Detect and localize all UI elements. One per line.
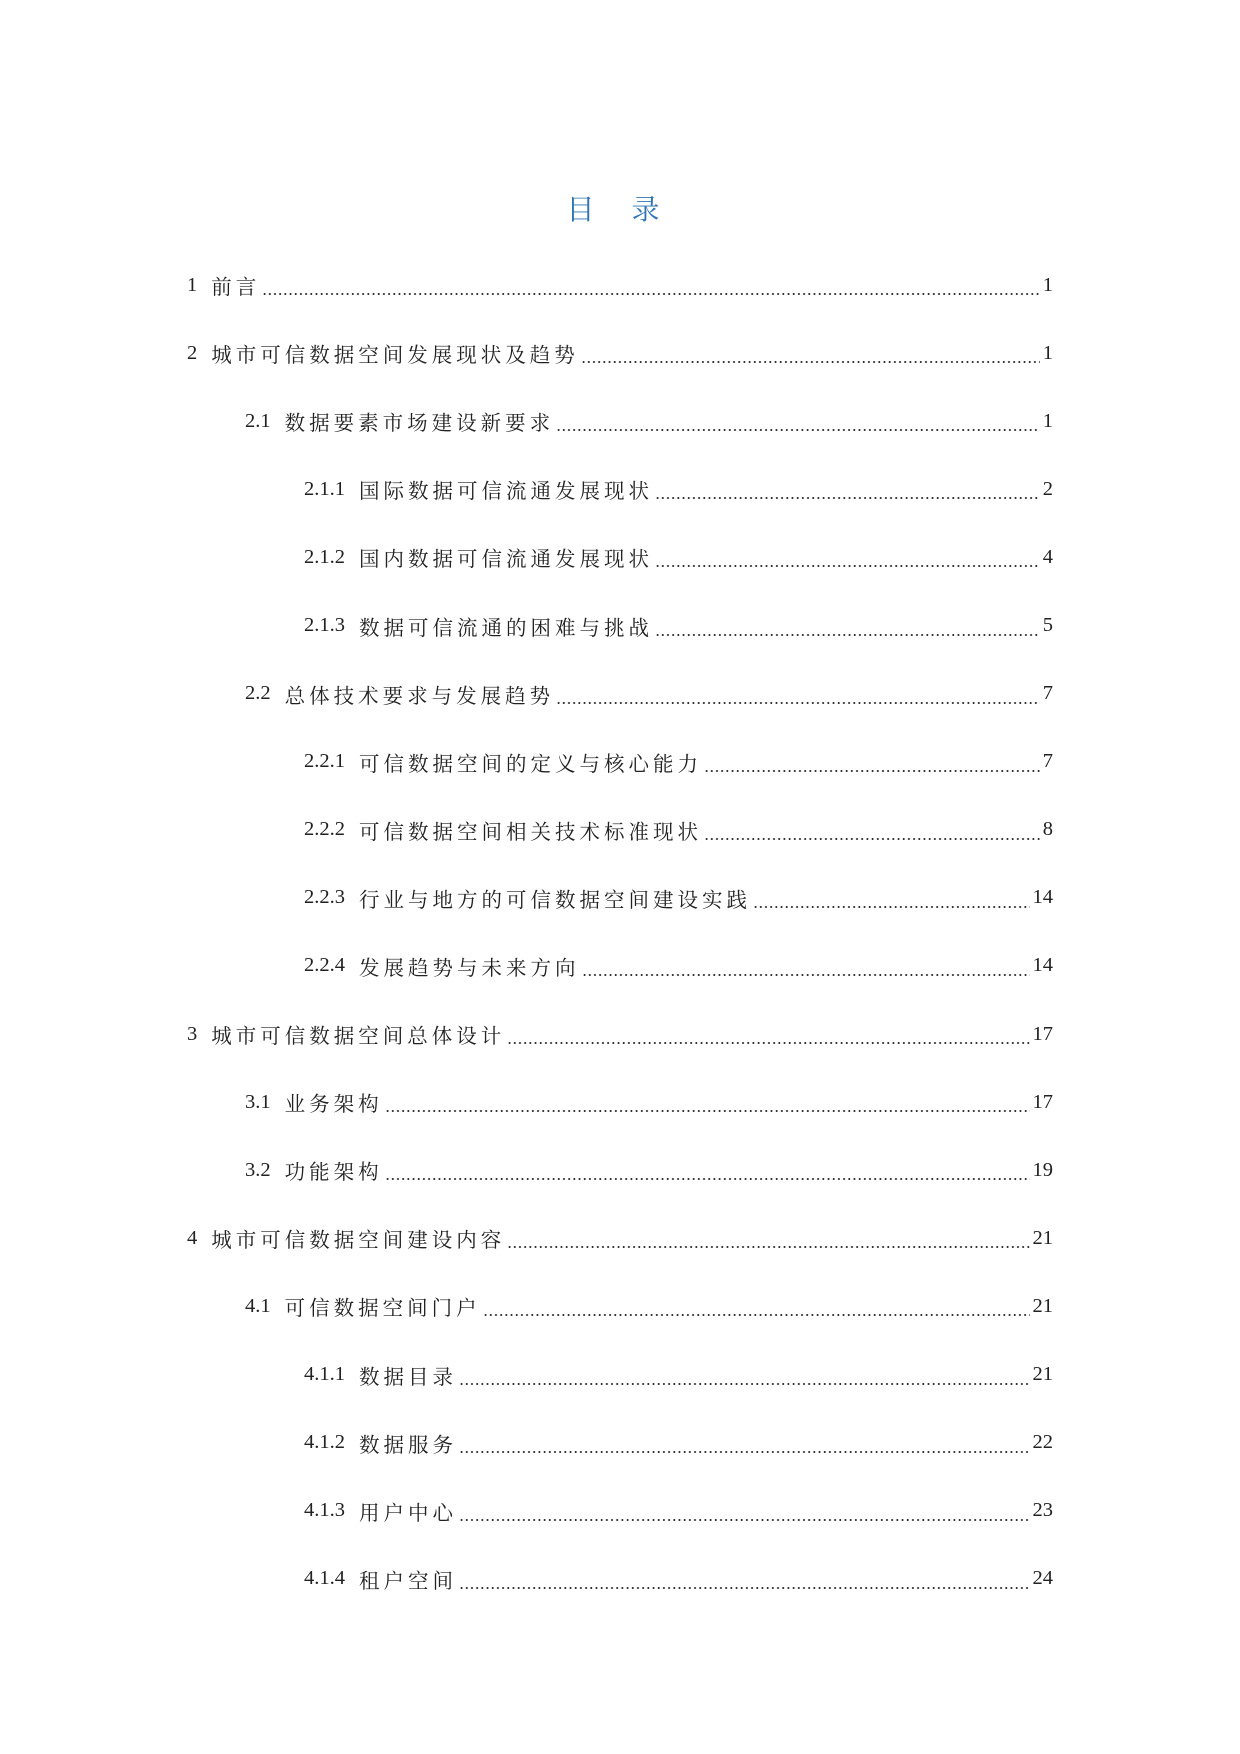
toc-entry-page-number: 7 (1042, 750, 1053, 773)
toc-entry-number: 2.1.1 (304, 477, 345, 500)
toc-entry-number: 2.2.2 (304, 818, 345, 841)
toc-entry-label: 城市可信数据空间建设内容 (211, 1228, 506, 1253)
toc-entry[interactable] (0, 251, 1240, 319)
toc-entry-page-number: 24 (1032, 1567, 1053, 1590)
toc-entry[interactable] (0, 1136, 1240, 1204)
toc-entry-number: 4.1.1 (304, 1363, 345, 1386)
toc-dot-leader (459, 1587, 1030, 1589)
toc-entry-number: 1 (187, 273, 198, 296)
toc-entry-number: 2.2.1 (304, 750, 345, 773)
toc-entry-page-number: 23 (1032, 1499, 1053, 1522)
toc-entry[interactable] (0, 523, 1240, 591)
toc-dot-leader (507, 1246, 1029, 1248)
toc-entry-page-number: 21 (1032, 1294, 1053, 1317)
toc-entry[interactable] (0, 864, 1240, 932)
toc-dot-leader (459, 1383, 1030, 1385)
toc-entry[interactable] (0, 387, 1240, 455)
toc-entry-label: 用户中心 (359, 1500, 457, 1525)
toc-entry[interactable] (0, 728, 1240, 796)
toc-entry-number: 2.1.3 (304, 614, 345, 637)
toc-dot-leader (483, 1314, 1030, 1316)
toc-entry-label: 功能架构 (284, 1160, 383, 1185)
toc-entry-page-number: 8 (1042, 818, 1053, 841)
toc-entry-number: 2.1.2 (304, 545, 345, 568)
toc-entry-number: 4.1.4 (304, 1567, 345, 1590)
toc-entry[interactable] (0, 455, 1240, 523)
toc-dot-leader (385, 1178, 1030, 1180)
toc-entry[interactable] (0, 1341, 1240, 1409)
toc-entry-label: 前言 (211, 275, 261, 300)
toc-dot-leader (704, 770, 1040, 772)
toc-entry-number: 4.1.3 (304, 1499, 345, 1522)
toc-entry-page-number: 7 (1042, 682, 1053, 705)
toc-entry-page-number: 14 (1032, 886, 1053, 909)
toc-entry-label: 可信数据空间门户 (284, 1296, 481, 1321)
toc-entry-page-number: 21 (1032, 1226, 1053, 1249)
toc-entry-label: 城市可信数据空间总体设计 (211, 1024, 506, 1049)
toc-entry[interactable] (0, 319, 1240, 387)
toc-entry-label: 租户空间 (359, 1568, 457, 1593)
toc-title: 目 录 (566, 193, 674, 226)
toc-entry[interactable] (0, 932, 1240, 1000)
toc-dot-leader (459, 1519, 1030, 1521)
toc-entry-label: 业务架构 (284, 1092, 383, 1117)
toc-entry[interactable] (0, 660, 1240, 728)
toc-dot-leader (655, 497, 1040, 499)
toc-dot-leader (459, 1451, 1030, 1453)
toc-entry-label: 城市可信数据空间发展现状及趋势 (211, 343, 579, 368)
toc-entry[interactable] (0, 1545, 1240, 1613)
toc-entry[interactable] (0, 1204, 1240, 1272)
toc-entry-number: 2.2.4 (304, 954, 345, 977)
toc-entry-number: 3 (187, 1022, 198, 1045)
toc-dot-leader (556, 429, 1040, 431)
toc-entry-page-number: 2 (1042, 477, 1053, 500)
table-of-contents (0, 251, 1240, 1613)
toc-entry[interactable] (0, 796, 1240, 864)
toc-entry-label: 数据目录 (359, 1364, 457, 1389)
toc-entry-number: 4 (187, 1226, 198, 1249)
toc-entry-page-number: 17 (1032, 1090, 1053, 1113)
toc-entry-number: 4.1.2 (304, 1431, 345, 1454)
toc-entry-label: 可信数据空间相关技术标准现状 (359, 819, 702, 844)
toc-entry[interactable] (0, 1409, 1240, 1477)
toc-entry[interactable] (0, 1068, 1240, 1136)
toc-entry-label: 总体技术要求与发展趋势 (284, 683, 555, 708)
toc-entry-page-number: 5 (1042, 614, 1053, 637)
toc-entry-page-number: 19 (1032, 1158, 1053, 1181)
toc-entry[interactable] (0, 591, 1240, 659)
toc-entry-label: 数据要素市场建设新要求 (284, 411, 555, 436)
toc-dot-leader (581, 361, 1040, 363)
toc-entry-page-number: 21 (1032, 1363, 1053, 1386)
toc-entry[interactable] (0, 1000, 1240, 1068)
toc-entry-page-number: 17 (1032, 1022, 1053, 1045)
toc-entry-page-number: 1 (1042, 273, 1053, 296)
toc-entry-page-number: 14 (1032, 954, 1053, 977)
toc-dot-leader (262, 293, 1040, 295)
toc-dot-leader (704, 838, 1040, 840)
toc-entry-label: 发展趋势与未来方向 (359, 955, 580, 980)
toc-entry-label: 国内数据可信流通发展现状 (359, 547, 653, 572)
toc-entry-label: 可信数据空间的定义与核心能力 (359, 751, 702, 776)
toc-entry-number: 3.2 (245, 1158, 271, 1181)
toc-entry-page-number: 4 (1042, 545, 1053, 568)
toc-entry-number: 2.2.3 (304, 886, 345, 909)
toc-dot-leader (385, 1110, 1030, 1112)
toc-dot-leader (753, 906, 1030, 908)
toc-entry-label: 行业与地方的可信数据空间建设实践 (359, 887, 751, 912)
toc-entry-label: 数据服务 (359, 1432, 457, 1457)
toc-entry-number: 2 (187, 341, 198, 364)
toc-entry[interactable] (0, 1272, 1240, 1340)
toc-dot-leader (655, 634, 1040, 636)
toc-entry-number: 3.1 (245, 1090, 271, 1113)
toc-entry-page-number: 1 (1042, 341, 1053, 364)
toc-entry-number: 4.1 (245, 1294, 271, 1317)
toc-entry-page-number: 1 (1042, 409, 1053, 432)
toc-entry-label: 数据可信流通的困难与挑战 (359, 615, 653, 640)
toc-dot-leader (556, 702, 1040, 704)
toc-entry-number: 2.1 (245, 409, 271, 432)
toc-dot-leader (655, 565, 1040, 567)
toc-entry-number: 2.2 (245, 682, 271, 705)
toc-entry[interactable] (0, 1477, 1240, 1545)
toc-entry-page-number: 22 (1032, 1431, 1053, 1454)
toc-entry-label: 国际数据可信流通发展现状 (359, 479, 653, 504)
toc-dot-leader (582, 974, 1030, 976)
toc-dot-leader (507, 1042, 1029, 1044)
